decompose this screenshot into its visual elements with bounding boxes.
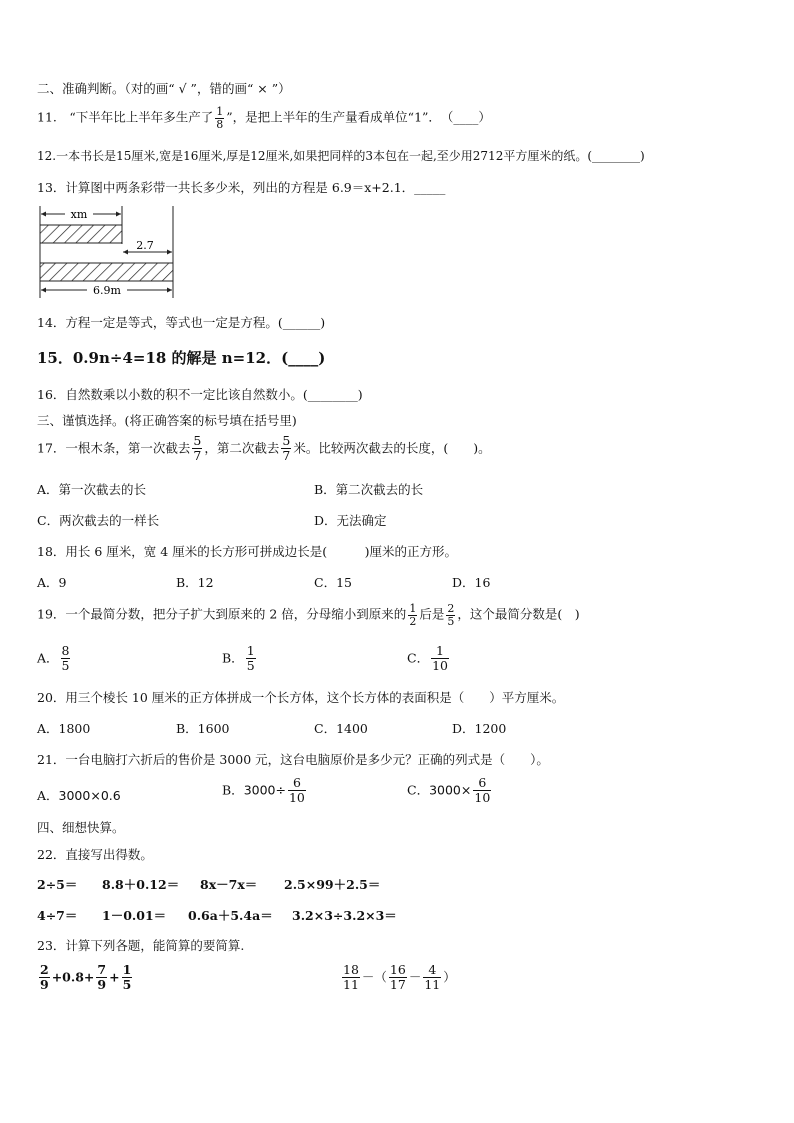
q17-option-a[interactable]: A．第一次截去的长: [37, 482, 147, 497]
q23-e2-f2-num: 16: [389, 962, 406, 977]
q22-r2-item-2: 1－0.01＝: [102, 908, 167, 923]
q21-option-b[interactable]: [222, 776, 308, 806]
question-14: 14．方程一定是等式，等式也一定是方程。(______): [37, 315, 326, 330]
q21-option-b-num: 6: [288, 776, 306, 791]
q11-fraction: [215, 106, 224, 130]
question-20: 20．用三个棱长 10 厘米的正方体拼成一个长方体，这个长方体的表面积是（ ）平方厘米。: [37, 690, 565, 705]
q23-e1-frac-3: [122, 963, 133, 993]
q21-option-b-fraction: [288, 776, 306, 806]
q19-frac2-den: 5: [447, 614, 455, 628]
q17-frac1-num: 5: [193, 433, 202, 448]
q23-e1-f1-den: 9: [40, 977, 49, 993]
q19-option-c[interactable]: [407, 644, 451, 674]
q23-e2-close-paren: ）: [443, 969, 456, 985]
q18-option-b[interactable]: B．12: [176, 575, 214, 590]
q19-fraction-1: [408, 603, 417, 627]
q19-option-c-num: 1: [431, 644, 449, 659]
q21-option-b-expr: 3000÷: [243, 782, 286, 798]
q17-option-b[interactable]: B．第二次截去的长: [314, 482, 424, 497]
question-13: 13．计算图中两条彩带一共长多少米，列出的方程是 6.9＝x+2.1．_____: [37, 180, 446, 195]
q22-r1-item-1: 2÷5＝: [37, 877, 78, 892]
section-3-title: 三、谨慎选择。(将正确答案的标号填在括号里): [37, 413, 297, 428]
q17-text-mid: ，第二次截去: [204, 440, 280, 456]
q19-option-a-num: 8: [61, 643, 70, 658]
question-11: [37, 106, 491, 130]
question-21: 21．一台电脑打六折后的售价是 3000 元，这台电脑原价是多少元？正确的列式是（ ）。: [37, 752, 549, 767]
q23-e1-f2-num: 7: [97, 962, 107, 977]
question-22: 22．直接写出得数。: [37, 847, 153, 862]
question-17: [37, 434, 491, 464]
question-16: 16．自然数乘以小数的积不一定比该自然数小。(________): [37, 387, 363, 402]
q23-e2-op-2: －: [408, 969, 422, 985]
q19-option-b-den: 5: [246, 658, 255, 674]
q17-frac2-den: 7: [282, 448, 291, 464]
q19-fraction-2: [446, 603, 455, 627]
q11-text-pre: 11. “下半年比上半年多生产了: [37, 109, 214, 125]
q20-option-a[interactable]: A．1800: [37, 721, 91, 736]
q23-e1-f2-den: 9: [97, 977, 107, 993]
q19-text-pre: 19．一个最简分数，把分子扩大到原来的 2 倍，分母缩小到原来的: [37, 606, 407, 622]
q19-text-post: ，这个最简分数是( ): [457, 606, 580, 622]
q21-option-c[interactable]: [407, 776, 493, 806]
q22-r1-item-3: 8x－7x＝: [200, 877, 258, 892]
q19-option-a-den: 5: [61, 658, 70, 674]
q19-option-c-fraction: [431, 644, 449, 674]
q22-r2-item-1: 4÷7＝: [37, 908, 78, 923]
q17-fraction-2: [281, 434, 291, 464]
q11-frac-den: 8: [216, 117, 224, 131]
section-2-title: 二、准确判断。（对的画“ √ ”，错的画“ × ”）: [37, 81, 291, 96]
question-23: 23．计算下列各题，能简算的要简算.: [37, 938, 245, 953]
q18-option-d[interactable]: D．16: [452, 575, 491, 590]
q11-frac-num: 1: [216, 105, 224, 118]
q20-option-c[interactable]: C．1400: [314, 721, 368, 736]
q19-frac1-den: 2: [409, 614, 417, 628]
q19-option-a[interactable]: [37, 644, 72, 674]
q21-option-b-label: B．: [222, 782, 244, 798]
q23-e2-f3-num: 4: [423, 963, 441, 978]
top-dimension-label: xm: [70, 208, 88, 221]
q19-option-a-fraction: [61, 644, 71, 674]
q23-expression-2: [340, 963, 456, 993]
q17-option-c[interactable]: C．两次截去的一样长: [37, 513, 160, 528]
q19-option-b-fraction: [246, 644, 256, 674]
q23-e1-frac-2: [96, 963, 107, 993]
q23-e1-op-1: +0.8+: [51, 969, 95, 985]
q17-text-post: 米。比较两次截去的长度，( )。: [293, 440, 491, 456]
q23-e1-f3-den: 5: [122, 977, 132, 993]
q19-frac2-num: 2: [447, 602, 455, 615]
q20-option-b[interactable]: B．1600: [176, 721, 230, 736]
bottom-dimension-label: 6.9m: [93, 284, 121, 297]
q19-option-c-den: 10: [432, 658, 448, 674]
bottom-ribbon: [40, 263, 173, 281]
q11-text-post: ”，是把上半年的生产量看成单位“1”． （____）: [226, 109, 491, 125]
q17-frac2-num: 5: [282, 433, 291, 448]
q17-option-d[interactable]: D．无法确定: [314, 513, 387, 528]
q21-option-c-label: C．: [407, 782, 430, 798]
q21-option-a[interactable]: [37, 786, 121, 804]
q19-option-a-label: A．: [37, 650, 59, 666]
question-12: 12.一本书长是15厘米,宽是16厘米,厚是12厘米,如果把同样的3本包在一起,至少用2712平方厘米的纸。(________): [37, 149, 645, 163]
q21-option-c-den: 10: [474, 790, 491, 806]
q19-option-c-label: C．: [407, 650, 430, 666]
q17-text-pre: 17．一根木条，第一次截去: [37, 440, 191, 456]
q23-e1-frac-1: [39, 963, 50, 993]
top-ribbon: [40, 225, 122, 243]
q23-e2-f3-den: 11: [424, 977, 441, 993]
q23-e2-f1-num: 18: [343, 962, 359, 977]
q18-option-c[interactable]: C．15: [314, 575, 352, 590]
q23-e2-f2-den: 17: [389, 977, 406, 993]
q21-option-a-label: A．: [37, 788, 59, 803]
q19-frac1-num: 1: [409, 602, 417, 615]
q21-option-a-expr: 3000×0.6: [58, 788, 121, 803]
q23-e2-op-1: －（: [361, 969, 387, 985]
q23-e1-op-2: +: [109, 969, 120, 985]
ribbon-diagram: [35, 204, 185, 300]
q19-option-b[interactable]: [222, 644, 258, 674]
q22-r1-item-4: 2.5×99＋2.5＝: [284, 877, 381, 892]
q21-option-c-fraction: [473, 776, 491, 806]
q17-fraction-1: [192, 434, 202, 464]
question-15: 15．0.9n÷4=18 的解是 n=12．(____): [37, 349, 326, 367]
q23-e2-frac-3: [423, 963, 441, 993]
q22-r2-item-4: 3.2×3÷3.2×3＝: [292, 908, 397, 923]
q22-r1-item-2: 8.8＋0.12＝: [102, 877, 180, 892]
q22-r2-item-3: 0.6a＋5.4a＝: [188, 908, 273, 923]
q23-expression-1: [37, 963, 134, 993]
q21-option-b-den: 10: [288, 790, 305, 806]
question-18: 18．用长 6 厘米，宽 4 厘米的长方形可拼成边长是( )厘米的正方形。: [37, 544, 457, 559]
q21-option-c-num: 6: [473, 776, 491, 791]
section-4-title: 四、细想快算。: [37, 820, 125, 835]
q23-e1-f3-num: 1: [122, 962, 132, 977]
q21-option-c-expr: 3000×: [429, 782, 472, 798]
q23-e2-frac-1: [342, 963, 360, 993]
q17-frac1-den: 7: [193, 448, 202, 464]
q23-e1-f1-num: 2: [40, 962, 49, 977]
q18-option-a[interactable]: A．9: [37, 575, 67, 590]
q19-option-b-num: 1: [246, 643, 255, 658]
q23-e2-f1-den: 11: [343, 977, 359, 993]
q23-e2-frac-2: [389, 963, 407, 993]
gap-dimension-label: 2.7: [136, 239, 154, 252]
q19-option-b-label: B．: [222, 650, 244, 666]
q20-option-d[interactable]: D．1200: [452, 721, 507, 736]
question-19: [37, 603, 580, 627]
q19-text-mid: 后是: [419, 606, 445, 622]
